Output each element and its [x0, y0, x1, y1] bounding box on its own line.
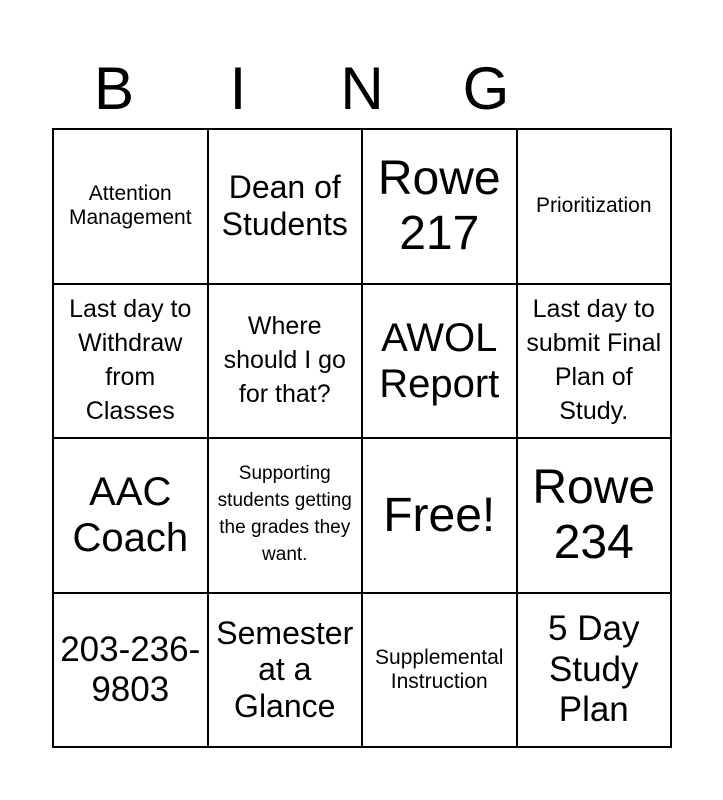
header-letter-i: I	[229, 55, 247, 122]
bingo-cell-aac-coach[interactable]: AAC Coach	[53, 438, 208, 593]
bingo-cell-last-day-withdraw[interactable]: Last day to Withdraw from Classes	[53, 284, 208, 439]
bingo-cell-phone-number[interactable]: 203-236-9803	[53, 593, 208, 748]
bingo-cell-where-should-i-go[interactable]: Where should I go for that?	[208, 284, 363, 439]
bingo-cell-prioritization[interactable]: Prioritization	[517, 129, 672, 284]
bingo-cell-dean-of-students[interactable]: Dean of Students	[208, 129, 363, 284]
bingo-cell-semester-at-a-glance[interactable]: Semester at a Glance	[208, 593, 363, 748]
bingo-cell-supplemental-instruction[interactable]: Supplemental Instruction	[362, 593, 517, 748]
bingo-header	[52, 50, 672, 128]
bingo-cell-rowe-234[interactable]: Rowe 234	[517, 438, 672, 593]
bingo-cell-awol-report[interactable]: AWOL Report	[362, 284, 517, 439]
bingo-cell-supporting-students[interactable]: Supporting students getting the grades they want.	[208, 438, 363, 593]
header-letter-b: B	[93, 55, 135, 122]
bingo-cell-rowe-217[interactable]: Rowe 217	[362, 129, 517, 284]
bingo-cell-attention-management[interactable]: Attention Management	[53, 129, 208, 284]
bingo-cell-final-plan-of-study[interactable]: Last day to submit Final Plan of Study.	[517, 284, 672, 439]
bingo-board	[52, 128, 672, 748]
header-letter-g: G	[462, 55, 510, 122]
header-letter-n: N	[340, 55, 384, 122]
bingo-cell-5-day-study-plan[interactable]: 5 Day Study Plan	[517, 593, 672, 748]
bingo-cell-free-space[interactable]: Free!	[362, 438, 517, 593]
